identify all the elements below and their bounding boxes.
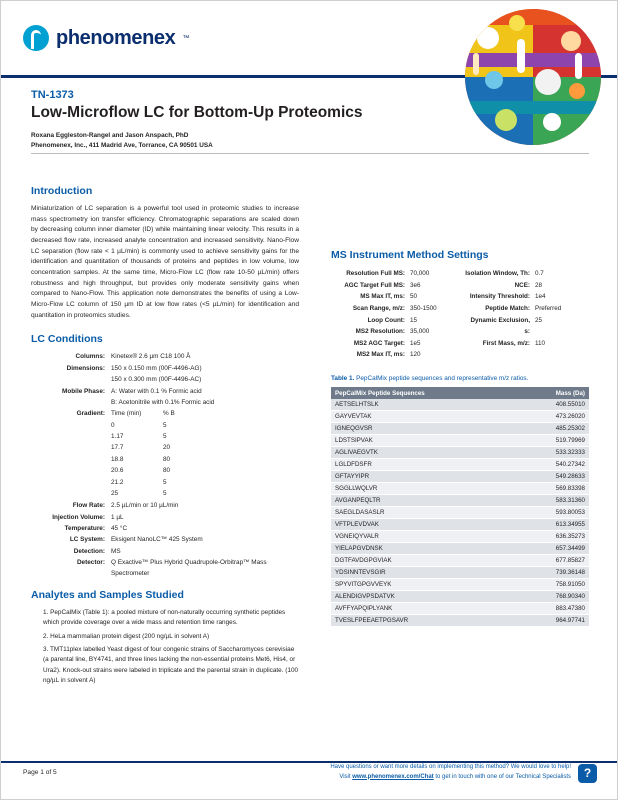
gradient-row bbox=[31, 443, 299, 453]
table-row bbox=[331, 567, 589, 579]
ms-setting-row bbox=[331, 291, 456, 303]
ms-setting-row bbox=[464, 338, 589, 350]
lc-row-label: Detector: bbox=[76, 559, 105, 567]
lc-row-value: 150 x 0.300 mm (00F-4496-AC) bbox=[111, 376, 202, 384]
ms-setting-value: 50 bbox=[410, 293, 418, 301]
cell-mass: 549.28633 bbox=[518, 471, 589, 483]
lc-row-label: LC System: bbox=[69, 536, 105, 544]
ms-setting-value: 15 bbox=[410, 316, 418, 324]
ms-settings-left-column bbox=[331, 268, 456, 361]
analytes-heading: Analytes and Samples Studied bbox=[31, 588, 184, 601]
ms-setting-value: 28 bbox=[535, 281, 543, 289]
lc-row-label: Flow Rate: bbox=[72, 502, 105, 510]
ms-setting-row bbox=[331, 268, 456, 280]
footer-post-text: to get in touch with one of our Technical Specialists bbox=[433, 773, 571, 780]
right-column bbox=[331, 249, 589, 627]
cell-sequence: AGLIVAEGVTK bbox=[331, 447, 518, 459]
cell-sequence: YDSINNTEVSGIR bbox=[331, 567, 518, 579]
list-item: 3. TMT11plex labelled Yeast digest of four congenic strains of Saccharomyces cerevisiae (a parental line, BY4741, and three lines lacking the non-essential proteins Met6, His4, or Ura2). Knock-out strains were labeled in triplicate and the parental strain in duplicate. (100 ng/µL in solvent A) bbox=[43, 646, 299, 685]
chat-icon[interactable]: ? bbox=[578, 764, 597, 783]
lc-row-value: 2.5 µL/min or 10 µL/min bbox=[111, 502, 179, 510]
header-divider bbox=[31, 153, 589, 154]
lc-conditions-heading: LC Conditions bbox=[31, 333, 103, 346]
lc-row-label bbox=[31, 375, 111, 385]
lc-row bbox=[31, 364, 299, 374]
ms-setting-value: 3e6 bbox=[410, 281, 421, 289]
lc-row-value: Kinetex® 2.6 µm C18 100 Å bbox=[111, 353, 191, 361]
tech-note-number: TN-1373 bbox=[31, 89, 74, 101]
table-row bbox=[331, 471, 589, 483]
ms-setting-key: MS2 AGC Target: bbox=[353, 339, 405, 347]
gradient-pctb: 5 bbox=[163, 433, 167, 441]
ms-setting-key: Loop Count: bbox=[367, 316, 405, 324]
cell-sequence: SPYVITGPGVVEYK bbox=[331, 579, 518, 591]
ms-setting-row bbox=[464, 303, 589, 315]
gradient-time: 0 bbox=[111, 421, 115, 429]
ms-setting-key: Resolution Full MS: bbox=[346, 270, 405, 277]
cell-mass: 613.34955 bbox=[518, 519, 589, 531]
gradient-row bbox=[31, 489, 299, 499]
gradient-row bbox=[31, 455, 299, 465]
cell-sequence: AVGANPEQLTR bbox=[331, 495, 518, 507]
lc-row bbox=[31, 535, 299, 545]
cell-sequence: GAYVEVTAK bbox=[331, 411, 518, 423]
gradient-time: 1.17 bbox=[111, 433, 124, 441]
table-row bbox=[331, 411, 589, 423]
lc-row bbox=[31, 513, 299, 523]
ms-setting-key: First Mass, m/z: bbox=[482, 339, 530, 347]
gradient-pctb: 20 bbox=[163, 444, 171, 452]
cell-sequence: VGNEIQYVALR bbox=[331, 531, 518, 543]
gradient-pctb: 5 bbox=[163, 489, 167, 497]
chat-link[interactable]: www.phenomenex.com/Chat bbox=[352, 773, 434, 780]
lc-row-value: 150 x 0.150 mm (00F-4496-AG) bbox=[111, 364, 202, 372]
cell-mass: 519.79969 bbox=[518, 435, 589, 447]
cell-mass: 583.31360 bbox=[518, 495, 589, 507]
lc-row bbox=[31, 547, 299, 557]
cell-mass: 964.97741 bbox=[518, 615, 589, 627]
brand-logo bbox=[23, 25, 189, 51]
cell-sequence: SGGLLWQLVR bbox=[331, 483, 518, 495]
table-row bbox=[331, 543, 589, 555]
ms-setting-key: Dynamic Exclusion, s: bbox=[470, 316, 530, 336]
ms-setting-value: 1e5 bbox=[410, 339, 421, 347]
brand-name: phenomenex bbox=[56, 26, 176, 49]
analytes-list bbox=[43, 608, 299, 687]
lc-row-label: Detection: bbox=[73, 547, 105, 555]
cell-mass: 657.34499 bbox=[518, 543, 589, 555]
lc-conditions-block bbox=[31, 352, 299, 579]
cell-mass: 768.90340 bbox=[518, 591, 589, 603]
gradient-pctb: 5 bbox=[163, 478, 167, 486]
ms-setting-row bbox=[464, 315, 589, 338]
table-row bbox=[331, 495, 589, 507]
cell-sequence: TVESLFPEEAETPGSAVR bbox=[331, 615, 518, 627]
ms-settings-right-column bbox=[464, 268, 589, 361]
gradient-time: 18.8 bbox=[111, 455, 124, 463]
ms-settings-heading: MS Instrument Method Settings bbox=[331, 249, 489, 261]
peptide-table bbox=[331, 387, 589, 627]
ms-setting-row bbox=[464, 291, 589, 303]
ms-setting-value: 0.7 bbox=[535, 270, 544, 277]
cell-mass: 636.35273 bbox=[518, 531, 589, 543]
lc-row-label bbox=[31, 398, 111, 408]
cell-mass: 569.83398 bbox=[518, 483, 589, 495]
ms-setting-row bbox=[331, 326, 456, 338]
ms-setting-key: Isolation Window, Th: bbox=[465, 270, 530, 277]
decorative-collage-image bbox=[465, 9, 601, 145]
left-column bbox=[31, 185, 299, 690]
list-item: 2. HeLa mammalian protein digest (200 ng/µL in solvent A) bbox=[43, 632, 210, 640]
ms-setting-key: AGC Target Full MS: bbox=[344, 281, 405, 289]
table-row bbox=[331, 519, 589, 531]
cell-mass: 408.55010 bbox=[518, 399, 589, 411]
lc-gradient-label: Gradient: bbox=[76, 410, 105, 418]
ms-setting-value: 35,000 bbox=[410, 328, 430, 336]
lc-row bbox=[31, 501, 299, 511]
lc-row bbox=[31, 398, 299, 408]
gradient-col-time: Time (min) bbox=[111, 410, 142, 418]
gradient-row bbox=[31, 421, 299, 431]
cell-mass: 593.80053 bbox=[518, 507, 589, 519]
ms-setting-row bbox=[331, 280, 456, 292]
cell-sequence: AVFFYAPQIPLYANK bbox=[331, 603, 518, 615]
gradient-time: 25 bbox=[111, 489, 119, 497]
ms-setting-row bbox=[331, 303, 456, 315]
ms-setting-value: 70,000 bbox=[410, 270, 430, 277]
lc-row-value: 45 °C bbox=[111, 525, 128, 533]
lc-row bbox=[31, 387, 299, 397]
table-row bbox=[331, 459, 589, 471]
ms-setting-key: Peptide Match: bbox=[485, 304, 530, 312]
cell-mass: 677.85827 bbox=[518, 555, 589, 567]
table1-caption bbox=[331, 375, 589, 382]
cell-sequence: LGLDFDSFR bbox=[331, 459, 518, 471]
table-row bbox=[331, 603, 589, 615]
gradient-pctb: 5 bbox=[163, 421, 167, 429]
brand-trademark: ™ bbox=[182, 34, 190, 42]
table-row bbox=[331, 447, 589, 459]
lc-row-label: Temperature: bbox=[64, 525, 105, 533]
cell-mass: 485.25302 bbox=[518, 423, 589, 435]
cell-sequence: VFTPLEVDVAK bbox=[331, 519, 518, 531]
table-row bbox=[331, 591, 589, 603]
gradient-time: 20.6 bbox=[111, 467, 124, 475]
lc-row-label: Mobile Phase: bbox=[62, 387, 105, 395]
lc-row bbox=[31, 558, 299, 579]
lc-row-value: 1 µL bbox=[111, 513, 124, 521]
lc-row-label: Dimensions: bbox=[66, 364, 105, 372]
lc-row bbox=[31, 375, 299, 385]
ms-setting-key: Scan Range, m/z: bbox=[352, 304, 405, 312]
table-row bbox=[331, 531, 589, 543]
lc-row-value: Eksigent NanoLC™ 425 System bbox=[111, 536, 203, 544]
lc-row-label: Injection Volume: bbox=[52, 513, 105, 521]
cell-mass: 473.26020 bbox=[518, 411, 589, 423]
lc-row-value: B: Acetonitrile with 0.1% Formic acid bbox=[111, 398, 215, 406]
lc-gradient-header-row bbox=[31, 409, 299, 419]
gradient-time: 17.7 bbox=[111, 444, 124, 452]
gradient-row bbox=[31, 466, 299, 476]
cell-sequence: SAEGLDASASLR bbox=[331, 507, 518, 519]
list-item: 1. PepCalMix (Table 1): a pooled mixture of non-naturally occurring synthetic peptides which provide coverage over a wide mass and retention time ranges. bbox=[43, 608, 286, 627]
cell-mass: 758.91050 bbox=[518, 579, 589, 591]
ms-setting-value: 25 bbox=[535, 316, 543, 324]
lc-row bbox=[31, 524, 299, 534]
footer-text bbox=[241, 763, 571, 782]
lc-row-value: A: Water with 0.1 % Formic acid bbox=[111, 387, 202, 395]
lc-row-label: Columns: bbox=[75, 353, 105, 361]
col-header-sequence: PepCalMix Peptide Sequences bbox=[331, 387, 518, 399]
footer-visit-text: Visit bbox=[339, 773, 353, 780]
gradient-pctb: 80 bbox=[163, 467, 171, 475]
table-row bbox=[331, 555, 589, 567]
lc-row-value: MS bbox=[111, 547, 121, 555]
gradient-col-percentb: % B bbox=[163, 410, 175, 418]
phenomenex-mark-icon bbox=[23, 25, 49, 51]
gradient-time: 21.2 bbox=[111, 478, 124, 486]
footer-line-2 bbox=[241, 773, 571, 783]
col-header-mass: Mass (Da) bbox=[518, 387, 589, 399]
table-row bbox=[331, 615, 589, 627]
authors bbox=[31, 131, 213, 150]
cell-sequence: AETSELHTSLK bbox=[331, 399, 518, 411]
ms-setting-value: 350-1500 bbox=[410, 304, 437, 312]
cell-mass: 883.47380 bbox=[518, 603, 589, 615]
ms-setting-key: NCE: bbox=[514, 281, 530, 289]
table-row bbox=[331, 435, 589, 447]
lc-row-value: Q Exactive™ Plus Hybrid Quadrupole-Orbitrap™ Mass Spectrometer bbox=[111, 559, 267, 577]
ms-setting-key: Intensity Threshold: bbox=[469, 293, 530, 301]
gradient-pctb: 80 bbox=[163, 455, 171, 463]
table1-caption-text: PepCalMix peptide sequences and representative m/z ratios. bbox=[354, 375, 529, 383]
ms-setting-key: MS2 Max IT, ms: bbox=[356, 351, 405, 359]
page-header bbox=[1, 1, 618, 78]
ms-setting-value: 110 bbox=[535, 339, 546, 347]
page-title: Low-Microflow LC for Bottom-Up Proteomics bbox=[31, 104, 363, 121]
ms-setting-row bbox=[464, 268, 589, 280]
cell-sequence: YIELAPGVDNSK bbox=[331, 543, 518, 555]
table-row bbox=[331, 507, 589, 519]
introduction-heading: Introduction bbox=[31, 185, 93, 197]
ms-setting-row bbox=[331, 338, 456, 350]
ms-setting-key: MS Max IT, ms: bbox=[360, 293, 405, 301]
authors-affiliation: Phenomenex, Inc., 411 Madrid Ave, Torrance, CA 90501 USA bbox=[31, 141, 213, 149]
cell-mass: 533.32333 bbox=[518, 447, 589, 459]
cell-mass: 540.27342 bbox=[518, 459, 589, 471]
table-row bbox=[331, 483, 589, 495]
ms-setting-row bbox=[331, 315, 456, 327]
cell-sequence: ALENDIGVPSDATVK bbox=[331, 591, 518, 603]
table-row bbox=[331, 399, 589, 411]
page-number: Page 1 of 5 bbox=[23, 769, 57, 776]
ms-setting-value: 120 bbox=[410, 351, 421, 359]
ms-setting-value: Preferred bbox=[535, 304, 562, 312]
cell-sequence: GFTAYYIPR bbox=[331, 471, 518, 483]
table-header-row bbox=[331, 387, 589, 399]
gradient-row bbox=[31, 478, 299, 488]
ms-setting-value: 1e4 bbox=[535, 293, 546, 301]
footer-line-1: Have questions or want more details on implementing this method? We would love to help! bbox=[330, 764, 571, 770]
lc-row bbox=[31, 352, 299, 362]
authors-names: Roxana Eggleston-Rangel and Jason Anspach, PhD bbox=[31, 132, 189, 139]
ms-setting-key: MS2 Resolution: bbox=[355, 328, 405, 336]
table-row bbox=[331, 423, 589, 435]
cell-sequence: LDSTSIPVAK bbox=[331, 435, 518, 447]
table-row bbox=[331, 579, 589, 591]
ms-settings-grid bbox=[331, 268, 589, 361]
cell-sequence: IGNEQGVSR bbox=[331, 423, 518, 435]
cell-mass: 739.36148 bbox=[518, 567, 589, 579]
table1-caption-label: Table 1. bbox=[331, 375, 355, 383]
introduction-paragraph: Miniaturization of LC separation is a powerful tool used in proteomic studies to increase mass spectrometry ion transfer efficiency. Chromatographic separations are scaled down by decreasing column inner diameter (ID) while maintaining linear velocity. This results in a decreased flow rate, increased analyte concentration and increased sensitivity. Nano-Flow LC separation (flow rate < 1 µL/min) is commonly used to achieve sensitivity gains for the identification and quantitation of thousands of proteins and peptides in low volume, low concentration samples. At the same time, Micro-Flow LC (flow rate 10-50 µL/min) offers robustness and high throughput, but provides only moderate sensitivity gains when compared to Nano-Flow. This application note demonstrates the benefits of using a Low-Micro-Flow LC column of 150 µm ID at low flow rates (<5 µL/min) for identification and quantitation in proteomics studies. bbox=[31, 205, 299, 319]
ms-setting-row bbox=[464, 280, 589, 292]
cell-sequence: DGTFAVDGPGVIAK bbox=[331, 555, 518, 567]
ms-setting-row bbox=[331, 349, 456, 361]
gradient-row bbox=[31, 432, 299, 442]
